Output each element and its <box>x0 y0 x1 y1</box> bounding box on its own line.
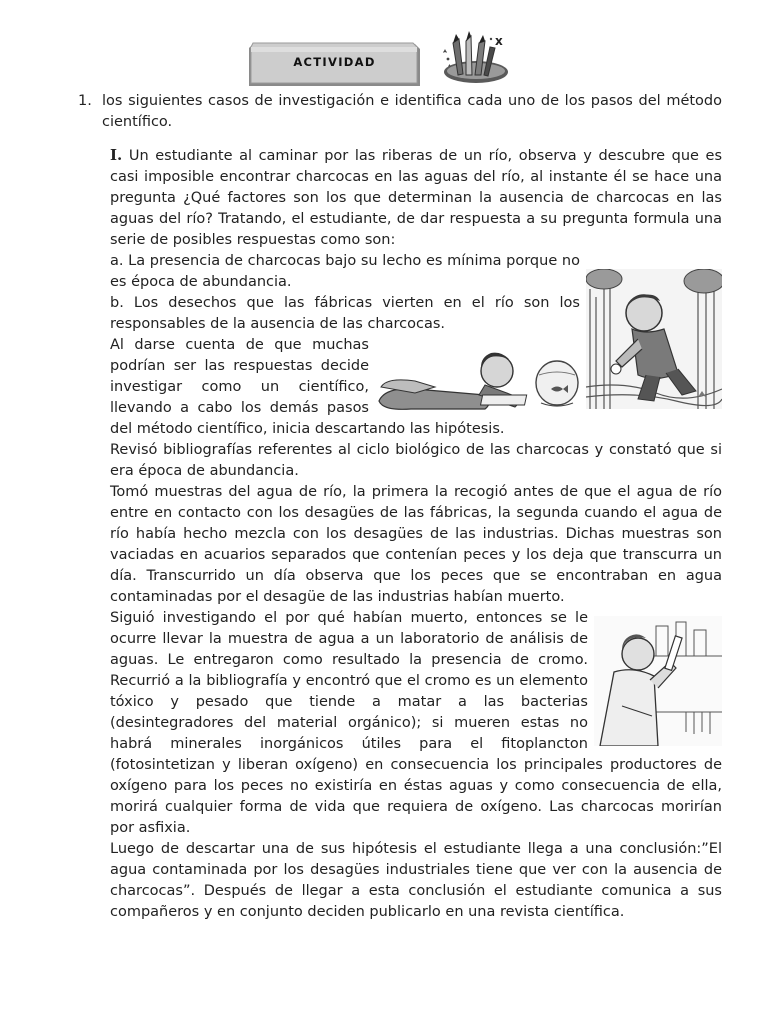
hypothesis-b: b. Los desechos que las fábricas vierten en el río son los responsables de la ausencia de las charcocas. <box>110 295 580 332</box>
svg-text:x: x <box>495 34 503 48</box>
case-paragraph-conclusion: Luego de descartar una de sus hipótesis el estudiante llega a una conclusión:”El agua contaminada por los desagües industriales tiene que ver con la ausencia de charcocas”. Después de llegar a esta conclusión el estudiante comunica a sus compañeros y en conjunto deciden publicarlo en una revista científica. <box>110 841 722 920</box>
case-paragraph-laboratory: Siguió investigando el por qué habían muerto, entonces se le ocurre llevar la muestra de agua a un laboratorio de análisis de aguas. Le entregaron como resultado la presencia de cromo. Recurrió a la bibliografía y encontró que el cromo es un elemento tóxico y pesado que tiende a matar a las bacterias (desintegradores del material orgánico); si mueren estas no habrá minerales inorgánicos útiles para el fitoplancton (fotosintetizan y liberan oxígeno) en consecuencia los principales productores de oxígeno para los peces no existiría en éstas aguas y como consecuencia de ella, morirá cualquier forma de vida que requiera de oxígeno. Las charcocas morirían por asfixia. <box>110 610 722 836</box>
case-paragraph-bibliography: Revisó bibliografías referentes al ciclo biológico de las charcocas y constató que si era época de abundancia. <box>110 442 722 479</box>
activity-badge <box>249 41 420 86</box>
activity-instruction <box>78 91 722 133</box>
case-study <box>110 145 722 923</box>
case-numeral: I. <box>110 146 123 164</box>
instruction-text: los siguientes casos de investigación e identifica cada uno de los pasos del método científico. <box>102 93 722 130</box>
activity-badge-label: ACTIVIDAD <box>293 55 376 69</box>
instruction-number: 1. <box>78 93 92 109</box>
case-paragraph-1-text: Un estudiante al caminar por las riberas de un río, observa y descubre que es casi imposible encontrar charcocas en las aguas del río, al instante él se hace una pregunta ¿Qué factores son los que determinan la ausencia de charcocas en las aguas del río? Tratando, el estudiante, de dar respuesta a su pregunta formula una serie de posibles respuestas como son: <box>110 148 723 248</box>
scientist-with-test-tube-illustration-icon <box>594 616 722 746</box>
pencils-crayons-logo-icon <box>432 31 514 88</box>
case-paragraph-1 <box>110 145 722 251</box>
case-paragraph-samples: Tomó muestras del agua de río, la primera la recogió antes de que el agua de río entre en contacto con los desagües de las fábricas, la segunda cuando el agua de río había hecho mezcla con los desagües de las industrias. Dichas muestras son vaciadas en acuarios separados que contenían peces y los deja que transcurra un día. Transcurrido un día observa que los peces que se encontraban en agua contaminadas por el desagüe de las industrias habían muerto. <box>110 484 722 605</box>
hypothesis-a: a. La presencia de charcocas bajo su lecho es mínima porque no es época de abundancia. <box>110 253 580 290</box>
boy-at-riverbank-illustration-icon <box>586 269 722 409</box>
boy-reading-and-fishbowl-illustration-icon <box>375 337 580 417</box>
case-paragraph-investigate: Al darse cuenta de que muchas podrían ser las respuestas decide investigar como un científico, llevando a cabo los demás pasos del método científico, inicia descartando las hipótesis. <box>110 337 505 437</box>
